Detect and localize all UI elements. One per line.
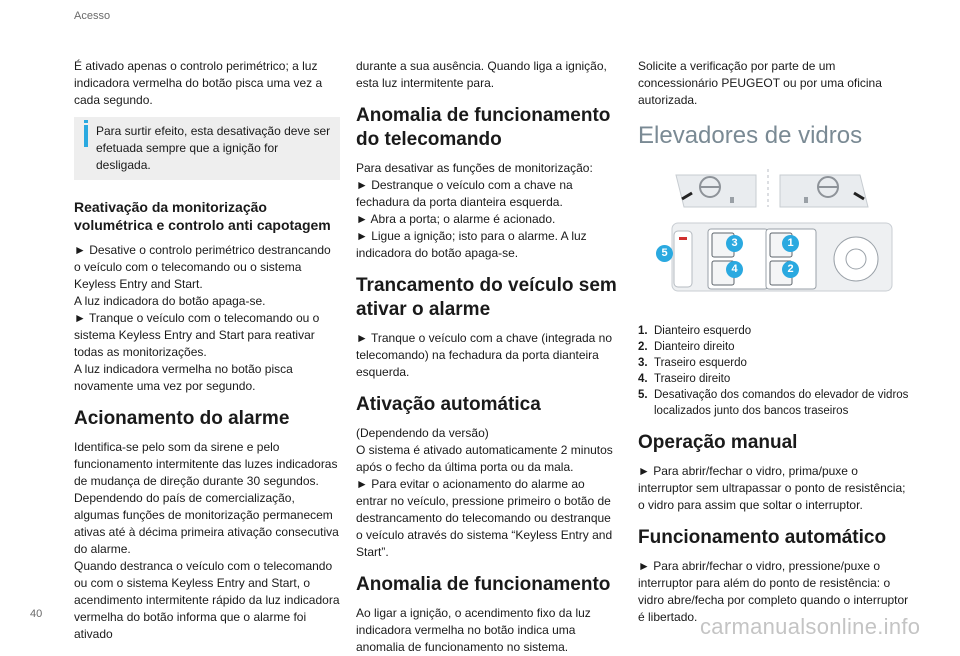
column-3 (638, 58, 910, 626)
heading-reactivation: Reativação da monitorização volumétrica e controlo anti capotagem (74, 199, 331, 233)
info-note (74, 117, 340, 180)
paragraph: Dependendo do país de comercialização, algumas funções de monitorização permanecem ativas até à décima primeira ativação consecutiva do alarme. (74, 491, 339, 556)
info-icon (84, 120, 88, 123)
heading-automatic-operation: Funcionamento automático (638, 527, 887, 548)
paragraph: durante a sua ausência. Quando liga a ignição, esta luz intermitente para. (356, 59, 607, 90)
right-door-illustration (780, 175, 868, 207)
legend-list (638, 323, 910, 419)
badge-1: 1 (782, 235, 799, 252)
heading-manual-operation: Operação manual (638, 432, 798, 453)
info-icon-bar (84, 125, 88, 147)
list-item: 2. Dianteiro direito (638, 341, 735, 353)
heading-auto-activation: Ativação automática (356, 394, 541, 415)
watermark: carmanualsonline.info (700, 614, 921, 639)
paragraph: ► Para evitar o acionamento do alarme ao entrar no veículo, pressione primeiro o botão de destrancamento do telecomando ou destranque o veículo através do sistema “Keyless Entry and Start”. (356, 477, 613, 559)
paragraph: ► Abra a porta; o alarme é acionado. (356, 212, 556, 226)
heading-windows: Elevadores de vidros (638, 122, 863, 149)
paragraph: Identifica-se pelo som da sirene e pelo funcionamento intermitente das luzes indicadoras de mudança de direção durante 30 segundos. (74, 440, 338, 488)
badge-2: 2 (782, 261, 799, 278)
window-controls-figure (638, 161, 910, 311)
paragraph: ► Destranque o veículo com a chave na fechadura da porta dianteira esquerda. (356, 178, 573, 209)
paragraph: Quando destranca o veículo com o telecomando ou com o sistema Keyless Entry and Start, o acendimento intermitente rápido da luz indicadora vermelha do botão informa que o alarme foi ativado (74, 559, 340, 641)
section-header: Acesso (74, 10, 111, 22)
paragraph: Para desativar as funções de monitorização: (356, 161, 593, 175)
window-controls-illustration (638, 161, 910, 311)
paragraph: (Dependendo da versão) (356, 426, 489, 440)
paragraph: Solicite a verificação por parte de um concessionário PEUGEOT ou por uma oficina autorizada. (638, 59, 882, 107)
paragraph: ► Para abrir/fechar o vidro, prima/puxe o interruptor sem ultrapassar o ponto de resistência; o vidro para assim que soltar o interruptor. (638, 464, 906, 512)
list-item: 3. Traseiro esquerdo (638, 357, 747, 369)
paragraph: A luz indicadora vermelha no botão pisca novamente uma vez por segundo. (74, 362, 293, 393)
left-door-illustration (676, 175, 756, 207)
heading-system-fault: Anomalia de funcionamento (356, 574, 611, 595)
paragraph: O sistema é ativado automaticamente 2 minutos após o fecho da última porta ou da mala. (356, 443, 613, 474)
column-1 (74, 58, 340, 643)
badge-5: 5 (656, 245, 673, 262)
paragraph: ► Tranque o veículo com a chave (integrada no telecomando) na fechadura da porta dianteira esquerda. (356, 331, 613, 379)
paragraph: ► Desative o controlo perimétrico destrancando o veículo com o telecomando ou o sistema Keyless Entry and Start. (74, 243, 331, 291)
page-number: 40 (30, 608, 43, 620)
paragraph: Ao ligar a ignição, o acendimento fixo da luz indicadora vermelha no botão indica uma anomalia de funcionamento no sistema. (356, 606, 591, 654)
paragraph: É ativado apenas o controlo perimétrico; a luz indicadora vermelha do botão pisca uma vez a cada segundo. (74, 59, 323, 107)
paragraph: A luz indicadora do botão apaga-se. (74, 294, 266, 308)
list-item: 5. Desativação dos comandos do elevador de vidros localizados junto dos bancos traseiros (638, 389, 909, 417)
column-2 (356, 58, 618, 656)
paragraph: ► Tranque o veículo com o telecomando ou o sistema Keyless Entry and Start para reativar todas as monitorizações. (74, 311, 320, 359)
paragraph: ► Ligue a ignição; isto para o alarme. A luz indicadora do botão apaga-se. (356, 229, 587, 260)
info-note-text: Para surtir efeito, esta desativação deve ser efetuada sempre que a ignição for desligada. (96, 124, 331, 172)
list-item: 1. Dianteiro esquerdo (638, 325, 752, 337)
paragraph: ► Para abrir/fechar o vidro, pressione/puxe o interruptor para além do ponto de resistência: o vidro abre/fecha por completo quando o interruptor é libertado. (638, 559, 909, 624)
list-item: 4. Traseiro direito (638, 373, 731, 385)
heading-remote-fault: Anomalia de funcionamento do telecomando (356, 105, 611, 150)
mirror-control (834, 237, 878, 281)
heading-lock-no-alarm: Trancamento do veículo sem ativar o alarme (356, 275, 617, 320)
heading-alarm-trigger: Acionamento do alarme (74, 408, 290, 429)
badge-4: 4 (726, 261, 743, 278)
badge-3: 3 (726, 235, 743, 252)
